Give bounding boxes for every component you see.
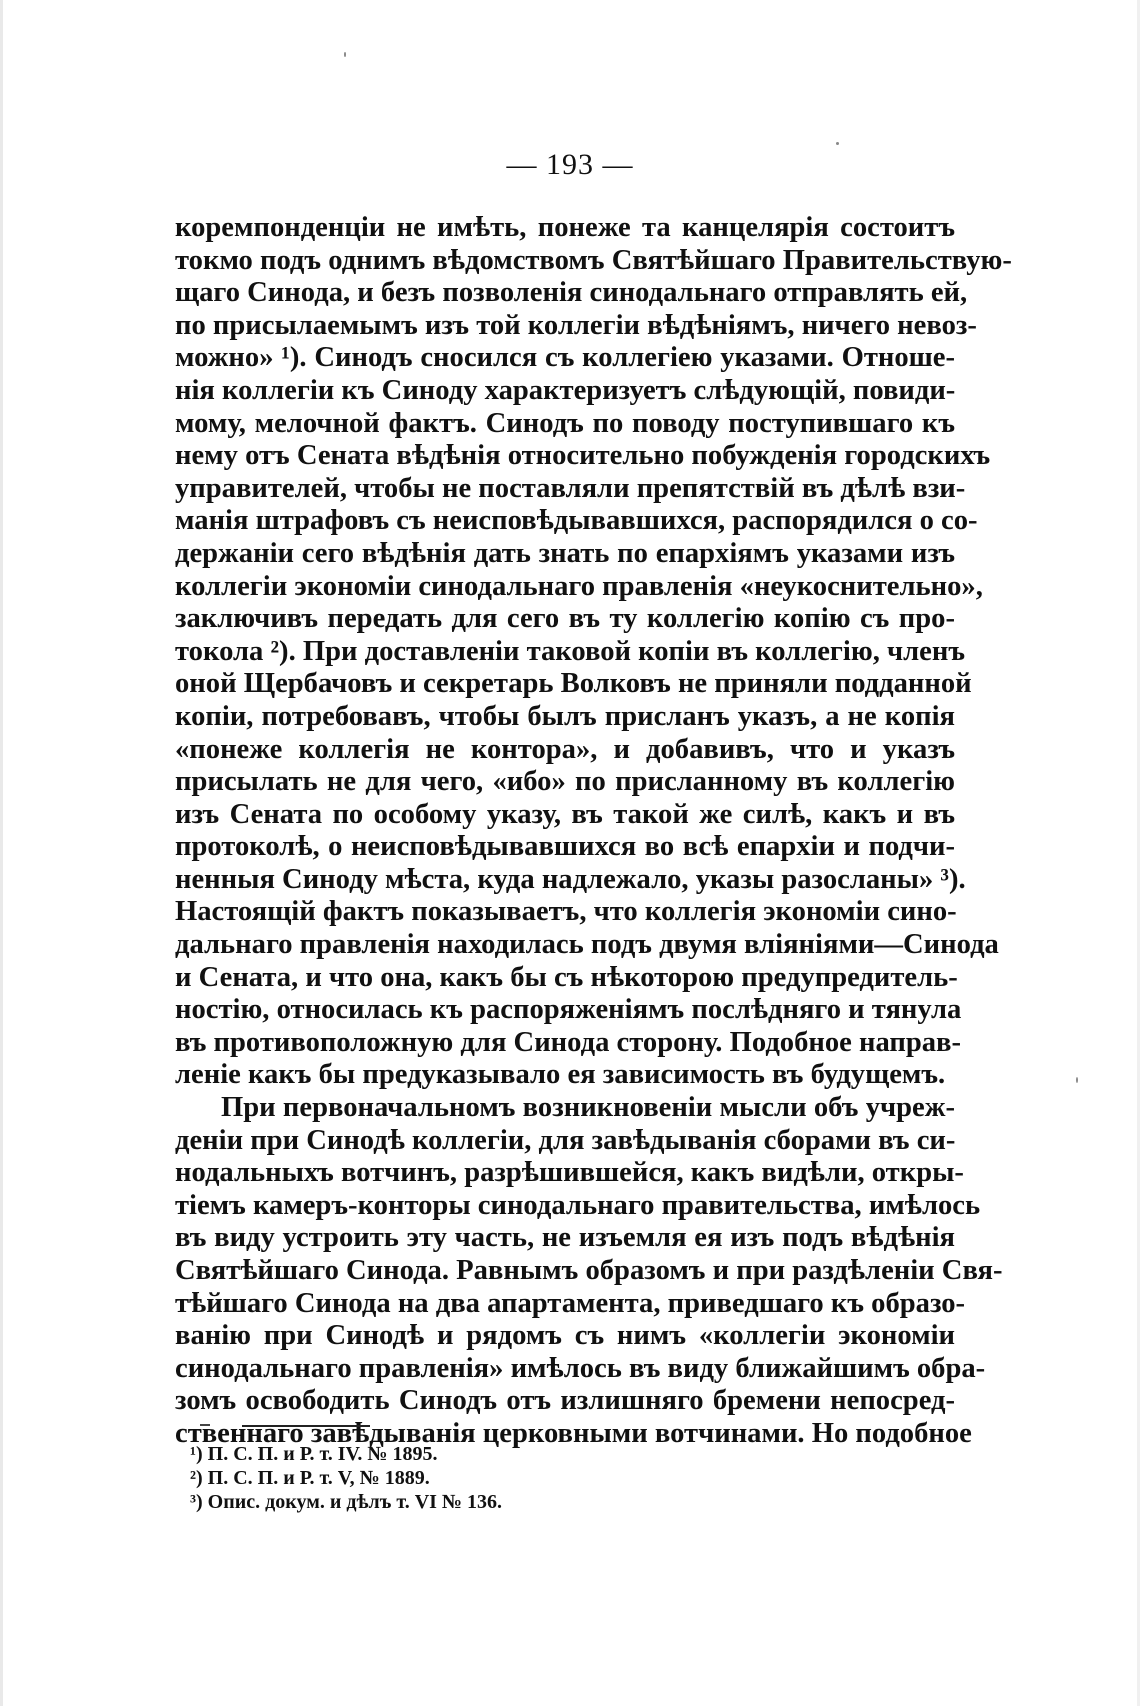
footnote-text: Опис. докум. и дѣлъ т. VI № 136. [207,1491,503,1513]
text-line: «понеже коллегія не контора», и добавивъ, что и указъ [175,733,955,765]
footnote-separator [242,1425,370,1427]
text-line: Настоящій фактъ показываетъ, что коллегія экономіи сино- [175,896,957,928]
footnotes [190,1442,690,1514]
footnote-3 [190,1490,690,1514]
text-line: можно» ¹). Синодъ сносился съ коллегіею указами. Отноше- [175,342,955,374]
page-number: — 193 — [506,148,634,181]
text-line: держаніи сего вѣдѣнія дать знать по епархіямъ указами изъ [175,537,955,569]
text-line: управителей, чтобы не поставляли препятствій въ дѣлѣ взи- [175,472,966,504]
text-line: коремпонденціи не имѣть, понеже та канцелярія состоитъ [175,212,955,243]
scan-speck [1076,1077,1078,1083]
text-line: въ противоположную для Синода сторону. Подобное направ- [175,1026,962,1058]
text-line: ненныя Синоду мѣста, куда надлежало, указы разосланы» ³). [175,863,966,895]
text-line: зомъ освободить Синодъ отъ излишняго бремени непосред- [175,1385,955,1417]
text-line: Святѣйшаго Синода. Равнымъ образомъ и при раздѣленіи Свя- [175,1255,1003,1286]
footnote-2 [190,1466,690,1490]
body-text [175,212,1012,1451]
text-line: токола ²). При доставленіи таковой копіи въ коллегію, членъ [175,635,966,667]
text-line: по присылаемымъ изъ той коллегіи вѣдѣніямъ, ничего невоз- [175,309,977,341]
text-line: манія штрафовъ съ неисповѣдывавшихся, распорядился о со- [175,505,978,537]
text-line: ностію, относилась къ распоряженіямъ послѣдняго и тянула [175,994,962,1026]
footnote-mark: ³) [190,1491,203,1513]
text-line: оной Щербачовъ и секретарь Волковъ не приняли подданной [175,668,972,700]
text-line: леніе какъ бы предуказывало ея зависимость въ будущемъ. [175,1059,946,1091]
footnote-1 [190,1442,690,1466]
text-line: нему отъ Сената вѣдѣнія относительно побужденія городскихъ [175,440,991,472]
footnote-separator-dash [200,1424,210,1426]
text-line: ственнаго завѣдыванія церковными вотчинами. Но подобное [175,1417,972,1449]
text-line: токмо подъ однимъ вѣдомствомъ Святѣйшаго Правительствую- [175,244,1012,276]
scan-speck [344,52,346,57]
text-line: мому, мелочной фактъ. Синодъ по поводу поступившаго къ [175,407,955,439]
text-line: нія коллегіи къ Синоду характеризуетъ слѣдующій, повиди- [175,374,956,406]
text-line: дальнаго правленія находилась подъ двумя вліяніями—Синода [175,929,999,961]
text-line: тіемъ камеръ-конторы синодальнаго правительства, имѣлось [175,1189,981,1221]
text-line: ванію при Синодѣ и рядомъ съ нимъ «коллегіи экономіи [175,1320,955,1352]
text-line: заключивъ передать для сего въ ту коллегію копію съ про- [175,603,955,635]
text-line: изъ Сената по особому указу, въ такой же силѣ, какъ и въ [175,798,955,830]
footnote-mark: ²) [190,1467,203,1489]
text-line: и Сената, и что она, какъ бы съ нѣкоторою предупредитель- [175,961,958,993]
text-line: копіи, потребовавъ, чтобы былъ присланъ указъ, а не копія [175,700,955,732]
text-line: протоколѣ, о неисповѣдывавшихся во всѣ епархіи и подчи- [175,831,955,863]
footnote-mark: ¹) [190,1443,203,1465]
text-line: деніи при Синодѣ коллегіи, для завѣдыванія сборами въ си- [175,1124,956,1156]
footnote-text: П. С. П. и Р. т. V, № 1889. [207,1467,430,1489]
text-line: присылать не для чего, «ибо» по присланному въ коллегію [175,766,955,798]
paragraph-first-line: При первоначальномъ возникновеніи мысли объ учреж- [221,1092,955,1124]
scan-speck [836,142,839,145]
text-line: коллегіи экономіи синодальнаго правленія «неукоснительно», [175,570,983,602]
text-line: щаго Синода, и безъ позволенія синодальнаго отправлять ей, [175,277,968,309]
text-line: синодальнаго правленія» имѣлось въ виду ближайшимъ обра- [175,1352,986,1384]
text-line: нодальныхъ вотчинъ, разрѣшившейся, какъ видѣли, откры- [175,1157,964,1189]
footnote-text: П. С. П. и Р. т. IV. № 1895. [207,1443,438,1465]
text-line: въ виду устроить эту часть, не изъемля ея изъ подъ вѣдѣнія [175,1222,955,1254]
text-line: тѣйшаго Синода на два апартамента, приведшаго къ образо- [175,1287,966,1319]
